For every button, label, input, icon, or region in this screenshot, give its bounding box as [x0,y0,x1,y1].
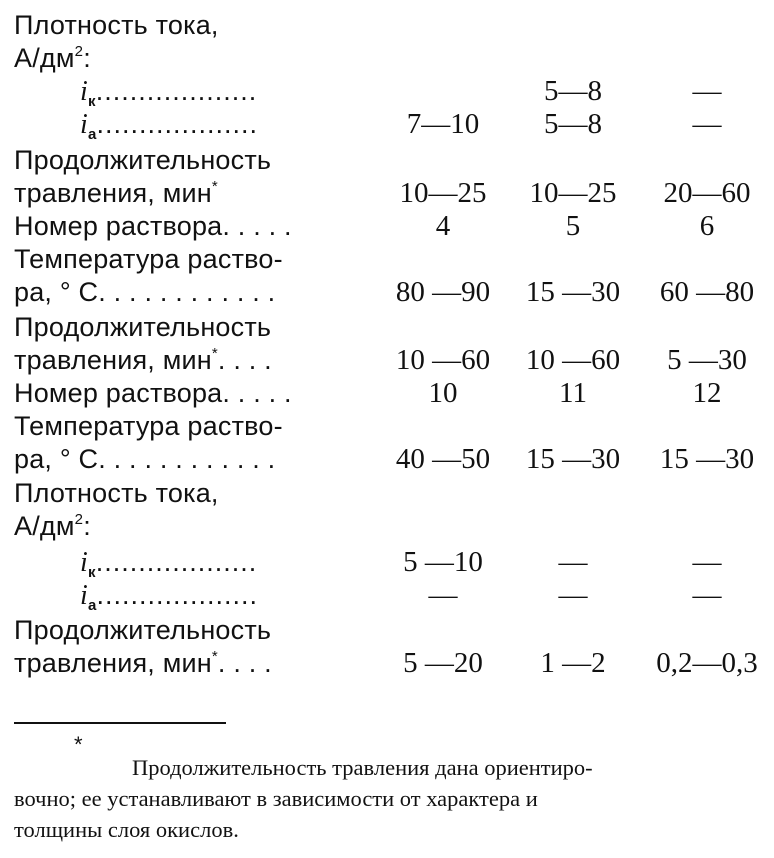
label-superscript: 2 [74,511,84,528]
label-text: А/дм [14,511,75,541]
label-superscript: 2 [74,43,84,60]
leader-dots: ................... [95,76,258,106]
label-tail: . . . . [217,345,272,375]
value-col-3: — [692,546,722,578]
label-tail: : [83,43,91,73]
table-row [0,376,774,410]
label-text: травления, мин [14,178,212,208]
current-symbol: i [80,109,88,140]
current-subscript: к [87,564,96,581]
table-row [0,143,774,177]
table-row [0,242,774,276]
table-row [0,74,774,108]
label-text: Номер раствора. . . . . [14,211,292,241]
label-text: Продолжительность [14,145,272,175]
value-col-2: 15 —30 [525,276,621,308]
value-col-2: 10—25 [529,177,617,209]
table-row [0,343,774,377]
row-label [14,209,292,243]
table-row [0,275,774,309]
table-row [0,545,774,579]
row-label [80,107,258,146]
value-col-3: 0,2—0,3 [656,647,758,679]
footnote-line-3: толщины слоя окислов. [14,817,239,842]
leader-dots: ................... [96,109,259,139]
value-col-1: 80 —90 [395,276,491,308]
row-label [14,376,292,410]
value-col-1: 40 —50 [395,443,491,475]
row-label [14,409,283,443]
value-col-3: 6 [699,210,715,242]
row-label [14,613,271,647]
current-symbol: i [80,547,88,578]
label-text: Плотность тока, [14,478,219,508]
value-col-3: — [692,579,722,611]
table-row [0,209,774,243]
table-row [0,646,774,680]
current-subscript: а [87,126,97,143]
value-col-3: 15 —30 [659,443,755,475]
label-text: ра, ° С. . . . . . . . . . . . [14,277,276,307]
value-col-2: 5 [565,210,581,242]
value-col-1: 5 —10 [403,546,483,578]
value-col-2: 5—8 [544,108,602,140]
footnote-rule [14,722,226,724]
value-col-3: 12 [692,377,722,409]
row-label [14,476,219,510]
row-label [14,242,283,276]
row-label [14,8,219,42]
value-col-2: 11 [559,377,587,409]
table-row [0,509,774,543]
row-label [14,442,275,476]
table-row [0,310,774,344]
label-superscript: * [211,345,218,362]
value-col-3: 5 —30 [667,344,747,376]
label-superscript: * [211,178,218,195]
table-row [0,176,774,210]
label-tail: . . . . [217,648,272,678]
row-label [14,143,271,177]
leader-dots: ................... [95,547,258,577]
label-text: Продолжительность [14,615,272,645]
footnote-marker: * [74,732,83,757]
value-col-2: 1 —2 [540,647,606,679]
label-text: ра, ° С. . . . . . . . . . . . [14,444,276,474]
row-label [14,275,275,309]
table-row [0,41,774,75]
value-col-1: 7—10 [406,108,480,140]
table-row [0,409,774,443]
row-label [14,509,91,548]
label-text: Температура раство- [14,244,283,274]
value-col-1: 10 [428,377,458,409]
footnote-line-2: вочно; ее устанавливают в зависимости от характера и [14,786,538,811]
table-row [0,442,774,476]
row-label [80,578,258,617]
current-symbol: i [80,580,88,611]
label-text: травления, мин [14,648,212,678]
value-col-1: 10 —60 [395,344,491,376]
label-text: Плотность тока, [14,10,219,40]
row-label [14,310,271,344]
value-col-2: 15 —30 [525,443,621,475]
value-col-3: — [692,75,722,107]
table-row [0,578,774,612]
label-text: Номер раствора. . . . . [14,378,292,408]
value-col-3: — [692,108,722,140]
current-subscript: к [87,93,96,110]
table-row [0,613,774,647]
label-text: А/дм [14,43,75,73]
current-symbol: i [80,76,88,107]
leader-dots: ................... [96,580,259,610]
value-col-1: — [428,579,458,611]
value-col-2: 5—8 [544,75,602,107]
value-col-2: — [558,579,588,611]
value-col-2: 10 —60 [525,344,621,376]
table-row [0,476,774,510]
footnote [14,752,770,845]
value-col-1: 5 —20 [403,647,483,679]
value-col-1: 10—25 [399,177,487,209]
value-col-3: 60 —80 [659,276,755,308]
value-col-1: 4 [435,210,451,242]
label-text: Температура раство- [14,411,283,441]
table-row [0,107,774,141]
label-text: Продолжительность [14,312,272,342]
value-col-2: — [558,546,588,578]
label-superscript: * [211,648,218,665]
table-row [0,8,774,42]
value-col-3: 20—60 [663,177,751,209]
footnote-line-1: Продолжительность травления дана ориентиро- [132,755,593,780]
row-label [14,646,272,685]
label-text: травления, мин [14,345,212,375]
current-subscript: а [87,597,97,614]
label-tail: : [83,511,91,541]
